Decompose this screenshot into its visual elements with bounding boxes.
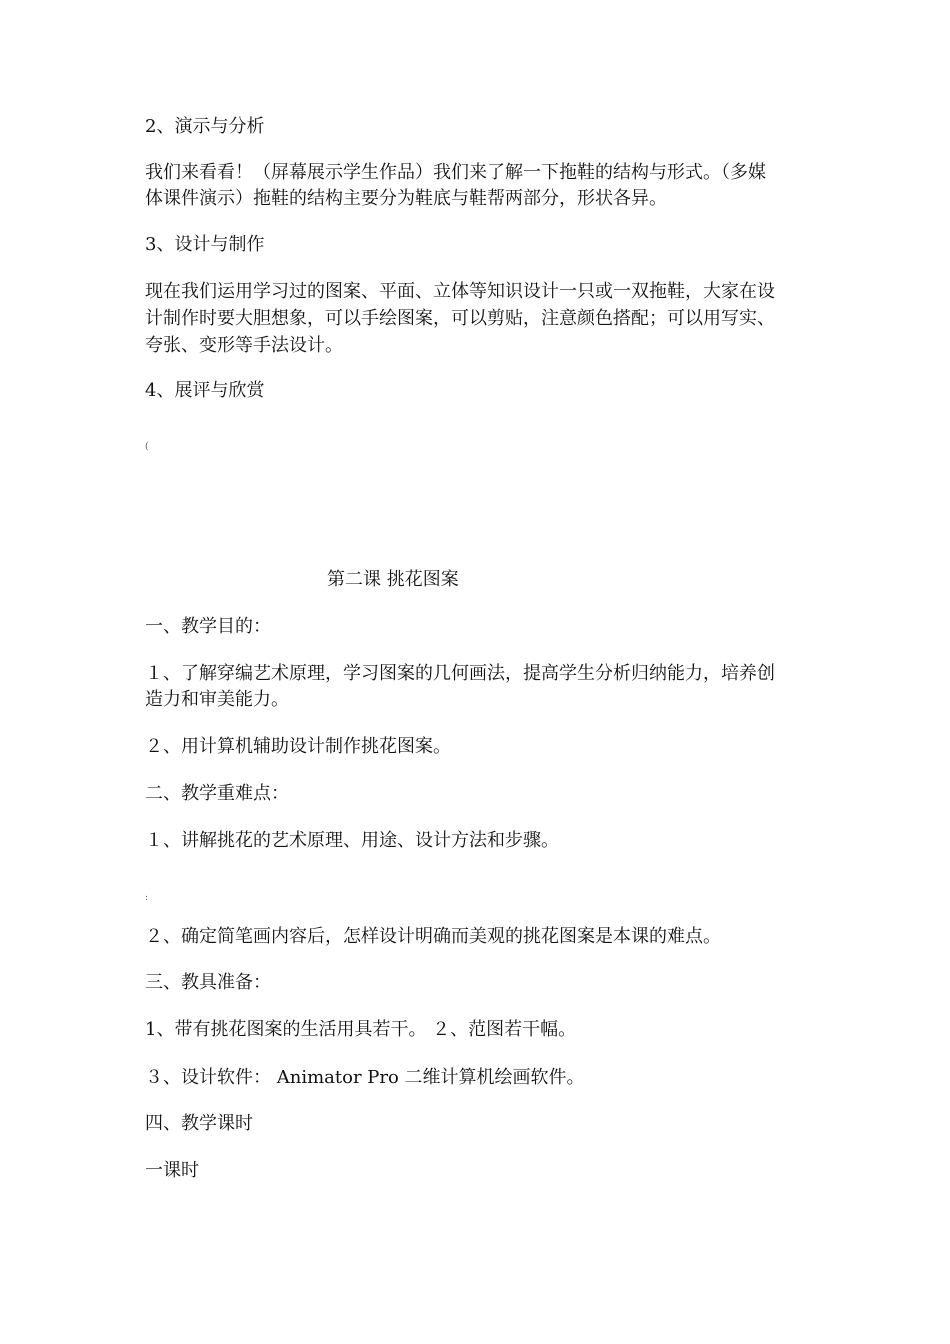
paragraph-line: １、讲解挑花的艺术原理、用途、设计方法和步骤。 [145, 830, 559, 851]
stray-mark: ( [145, 442, 149, 452]
paragraph-line: ２、用计算机辅助设计制作挑花图案。 [145, 736, 451, 757]
heading-teaching-aids: 三、教具准备： [145, 972, 271, 993]
paragraph-line: 造力和审美能力。 [145, 689, 289, 710]
paragraph-line: ３、设计软件： Animator Pro 二维计算机绘画软件。 [145, 1067, 585, 1088]
section-title-review: 4、展评与欣赏 [145, 380, 265, 401]
heading-class-hours: 四、教学课时 [145, 1113, 253, 1134]
lesson-title: 第二课 挑花图案 [327, 569, 459, 590]
paragraph-line: ２、确定简笔画内容后，怎样设计明确而美观的挑花图案是本课的难点。 [145, 926, 721, 947]
section-title-demo-analysis: 2、演示与分析 [145, 116, 265, 137]
section-title-design-make: 3、设计与制作 [145, 234, 265, 255]
paragraph-line: 1、带有挑花图案的生活用具若干。 ２、范图若干幅。 [145, 1019, 577, 1040]
paragraph-line: 计制作时要大胆想象，可以手绘图案，可以剪贴，注意颜色搭配；可以用写实、 [145, 308, 775, 329]
heading-key-points: 二、教学重难点： [145, 783, 289, 804]
paragraph-line: 夸张、变形等手法设计。 [145, 335, 343, 356]
paragraph-line: １、了解穿编艺术原理，学习图案的几何画法，提高学生分析归纳能力，培养创 [145, 663, 775, 684]
class-hours-value: 一课时 [145, 1160, 199, 1181]
paragraph-line: 体课件演示）拖鞋的结构主要分为鞋底与鞋帮两部分，形状各异。 [145, 188, 667, 209]
heading-teaching-goals: 一、教学目的： [145, 616, 271, 637]
stray-mark: : [145, 893, 149, 903]
paragraph-line: 现在我们运用学习过的图案、平面、立体等知识设计一只或一双拖鞋，大家在设 [145, 281, 775, 302]
paragraph-line: 我们来看看！（屏幕展示学生作品）我们来了解一下拖鞋的结构与形式。（多媒 [145, 162, 766, 183]
